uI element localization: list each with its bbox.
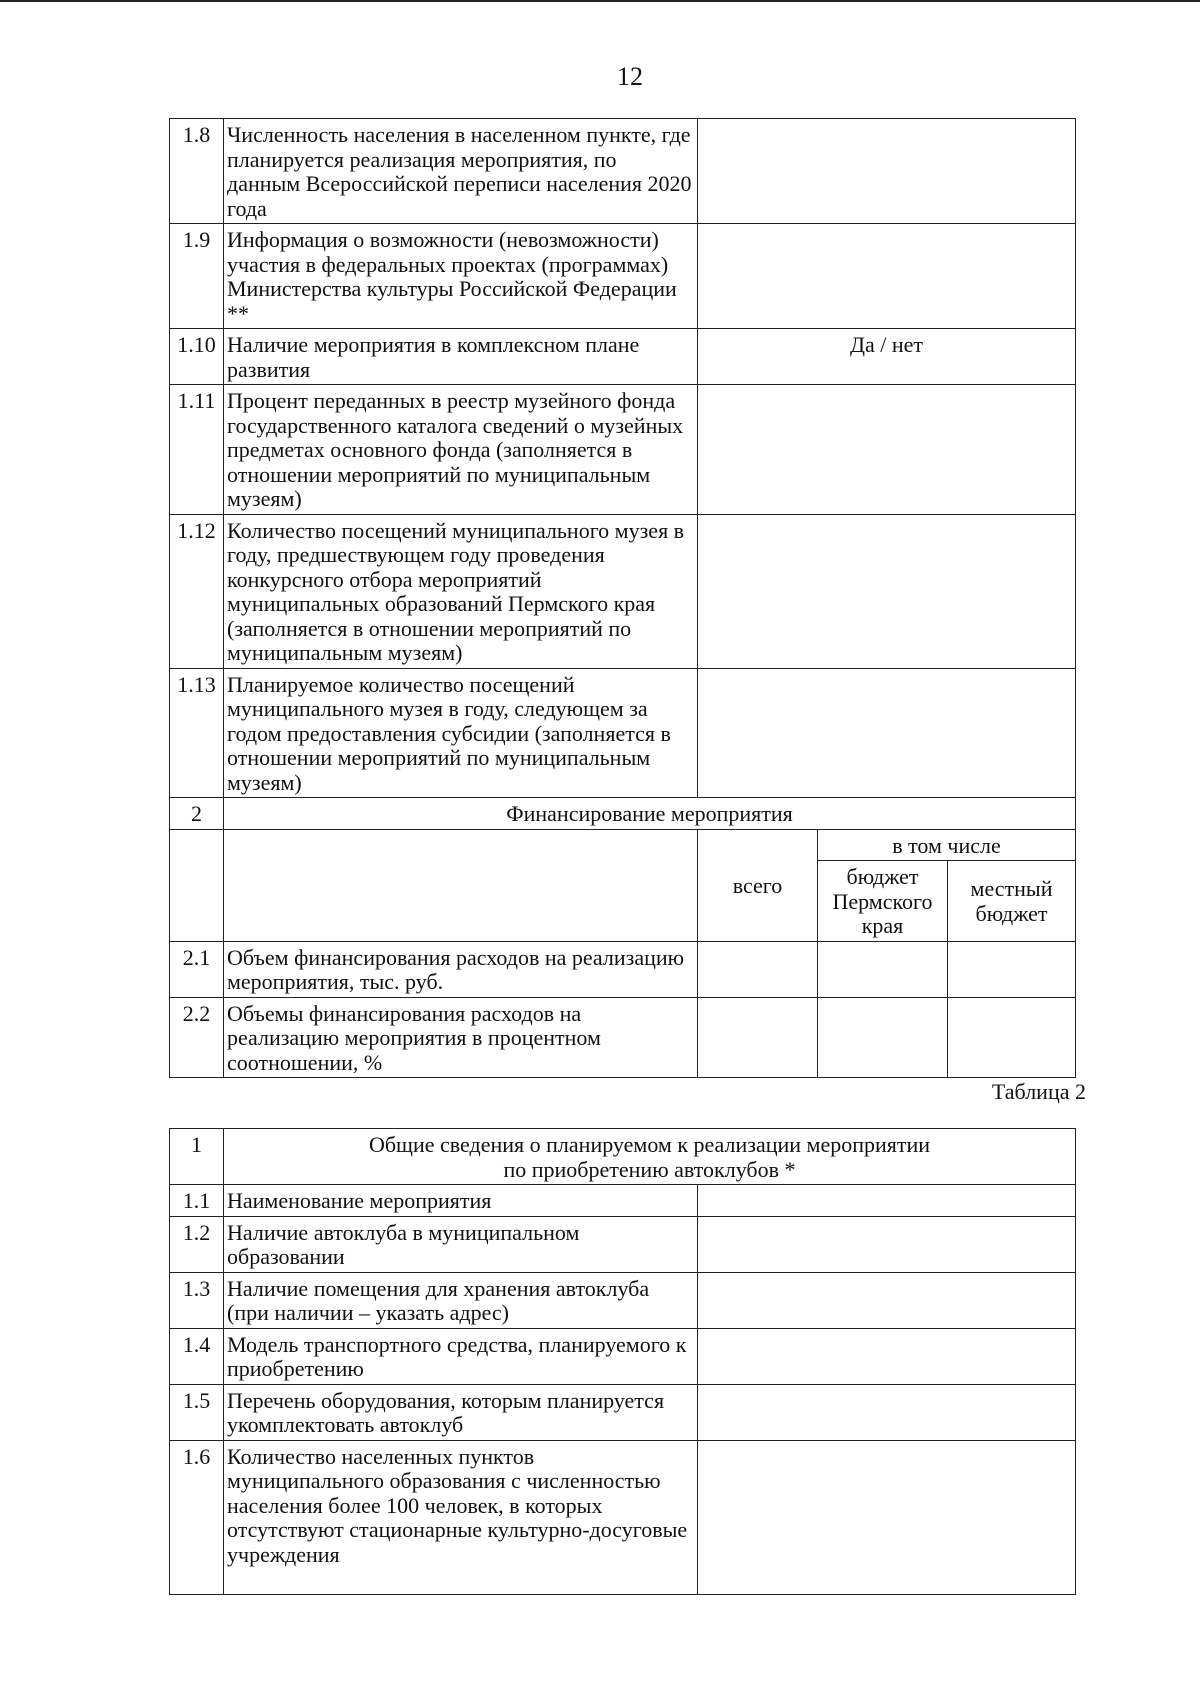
table-row xyxy=(170,1216,1076,1272)
row-number: 1.13 xyxy=(170,668,224,798)
row-label: Численность населения в населенном пункте, где планируется реализация мероприятия, по данным Всероссийской переписи населения 2020 года xyxy=(224,119,698,224)
table-2-header-row xyxy=(170,1129,1076,1185)
regional-value-cell[interactable] xyxy=(818,997,948,1078)
col-regional-budget-header: бюджет Пермского края xyxy=(818,861,948,942)
row-number: 2.2 xyxy=(170,997,224,1078)
table-2-title-line-1: Общие сведения о планируемом к реализации мероприятии xyxy=(368,1132,931,1157)
local-value-cell[interactable] xyxy=(948,997,1076,1078)
form-table-2 xyxy=(169,1128,1076,1595)
row-label: Количество населенных пунктов муниципального образования с численностью населения более 100 человек, в которых отсутствуют стационарные культурно-досуговые учреждения xyxy=(224,1440,698,1594)
table-row xyxy=(170,668,1076,798)
table-row xyxy=(170,1272,1076,1328)
table-2-caption: Таблица 2 xyxy=(991,1079,1086,1104)
col-local-budget-header: местный бюджет xyxy=(948,861,1076,942)
row-label: Объемы финансирования расходов на реализацию мероприятия в процентном соотношении, % xyxy=(224,997,698,1078)
row-value[interactable] xyxy=(698,1384,1076,1440)
row-number: 1.12 xyxy=(170,514,224,668)
table-row xyxy=(170,1384,1076,1440)
table-row xyxy=(170,941,1076,997)
row-value[interactable] xyxy=(698,1440,1076,1594)
row-number: 1.8 xyxy=(170,119,224,224)
row-number: 1.6 xyxy=(170,1440,224,1594)
row-number: 2.1 xyxy=(170,941,224,997)
table-2-title-line-2: по приобретению автоклубов * xyxy=(503,1156,796,1182)
table-row xyxy=(170,329,1076,385)
table-row xyxy=(170,1440,1076,1594)
row-value[interactable] xyxy=(698,224,1076,329)
row-value[interactable] xyxy=(698,1328,1076,1384)
row-number: 1.10 xyxy=(170,329,224,385)
finance-header-row xyxy=(170,829,1076,861)
regional-value-cell[interactable] xyxy=(818,941,948,997)
row-label: Планируемое количество посещений муниципального музея в году, следующем за годом предоставления субсидии (заполняется в отношении мероприятий по муниципальным музеям) xyxy=(224,668,698,798)
row-label: Наличие автоклуба в муниципальном образовании xyxy=(224,1216,698,1272)
row-label: Процент переданных в реестр музейного фонда государственного каталога сведений о музейных предметах основного фонда (заполняется в отношении мероприятий по муниципальным музеям) xyxy=(224,385,698,515)
local-value-cell[interactable] xyxy=(948,941,1076,997)
row-number: 1.3 xyxy=(170,1272,224,1328)
row-label: Наличие мероприятия в комплексном плане развития xyxy=(224,329,698,385)
empty-cell xyxy=(224,829,698,941)
row-value[interactable] xyxy=(698,514,1076,668)
row-label: Информация о возможности (невозможности) участия в федеральных проектах (программах) Министерства культуры Российской Федерации ** xyxy=(224,224,698,329)
row-value[interactable] xyxy=(698,668,1076,798)
row-value[interactable] xyxy=(698,1185,1076,1217)
row-number: 1.11 xyxy=(170,385,224,515)
row-label: Наименование мероприятия xyxy=(224,1185,698,1217)
row-label: Объем финансирования расходов на реализацию мероприятия, тыс. руб. xyxy=(224,941,698,997)
form-table-1 xyxy=(169,118,1076,1078)
row-value[interactable] xyxy=(698,385,1076,515)
table-row xyxy=(170,1185,1076,1217)
total-value-cell[interactable] xyxy=(698,941,818,997)
table-row xyxy=(170,997,1076,1078)
table-row xyxy=(170,514,1076,668)
row-value[interactable] xyxy=(698,119,1076,224)
col-including-header: в том числе xyxy=(818,829,1076,861)
page-number: 12 xyxy=(617,62,643,91)
row-number: 1.4 xyxy=(170,1328,224,1384)
page-top-edge xyxy=(0,0,1200,2)
table-row xyxy=(170,224,1076,329)
row-label: Модель транспортного средства, планируемого к приобретению xyxy=(224,1328,698,1384)
table-2-title xyxy=(224,1129,1076,1185)
row-number: 1.9 xyxy=(170,224,224,329)
section-2-title: Финансирование мероприятия xyxy=(224,798,1076,830)
row-value-yes-no[interactable]: Да / нет xyxy=(698,329,1076,385)
table-row xyxy=(170,119,1076,224)
table-row xyxy=(170,385,1076,515)
row-label: Количество посещений муниципального музея в году, предшествующем году проведения конкурсного отбора мероприятий муниципальных образований Пермского края (заполняется в отношении мероприятий по муниципальным музеям) xyxy=(224,514,698,668)
col-total-header: всего xyxy=(698,829,818,941)
row-label: Перечень оборудования, которым планируется укомплектовать автоклуб xyxy=(224,1384,698,1440)
row-number: 1.5 xyxy=(170,1384,224,1440)
row-label: Наличие помещения для хранения автоклуба (при наличии – указать адрес) xyxy=(224,1272,698,1328)
total-value-cell[interactable] xyxy=(698,997,818,1078)
row-number: 2 xyxy=(170,798,224,830)
empty-cell xyxy=(170,829,224,941)
table-row xyxy=(170,1328,1076,1384)
row-value[interactable] xyxy=(698,1216,1076,1272)
row-number: 1.1 xyxy=(170,1185,224,1217)
row-value[interactable] xyxy=(698,1272,1076,1328)
section-2-header-row xyxy=(170,798,1076,830)
row-number: 1.2 xyxy=(170,1216,224,1272)
row-number: 1 xyxy=(170,1129,224,1185)
